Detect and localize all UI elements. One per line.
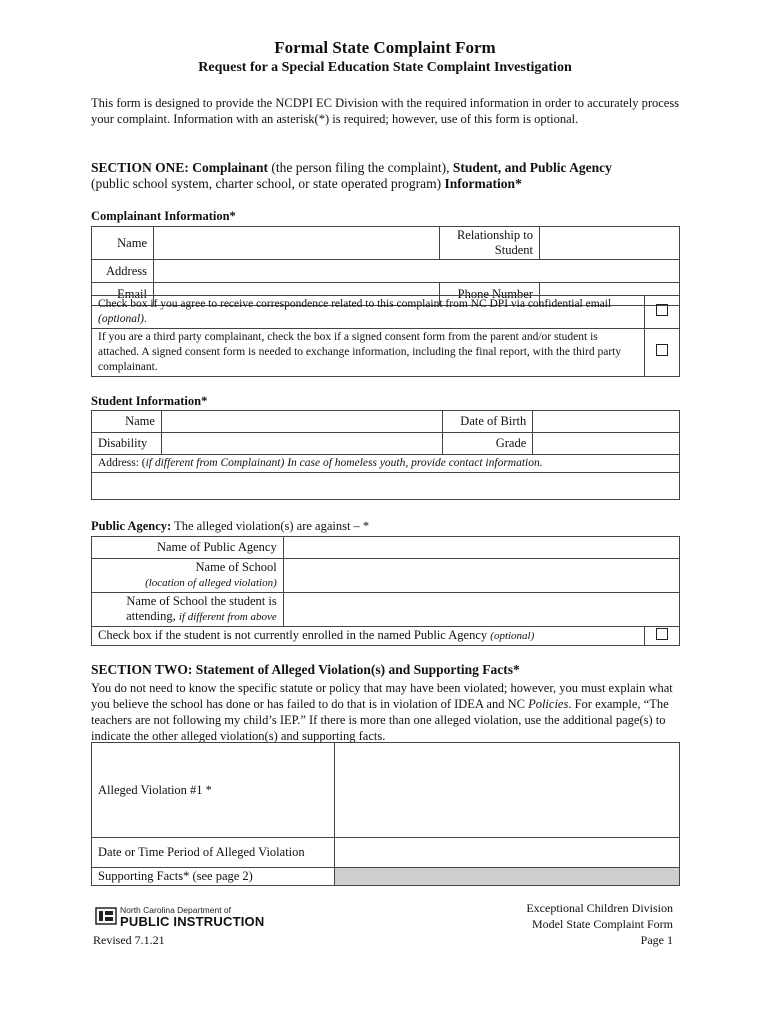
disability-field[interactable]	[161, 433, 442, 455]
grade-field[interactable]	[533, 433, 680, 455]
phone-label: Phone Number	[440, 283, 540, 306]
dob-field[interactable]	[533, 411, 680, 433]
agency-name-field[interactable]	[283, 537, 679, 559]
school-field[interactable]	[283, 559, 679, 593]
name-label: Name	[92, 227, 154, 260]
form-subtitle: Request for a Special Education State Complaint Investigation	[198, 60, 572, 75]
email-consent-checkbox[interactable]	[645, 296, 680, 329]
date-label: Date or Time Period of Alleged Violation	[92, 838, 335, 868]
section-two-heading: SECTION TWO: Statement of Alleged Violation(s) and Supporting Facts*	[91, 662, 520, 677]
complainant-name-field[interactable]	[154, 227, 440, 260]
disability-label: Disability	[92, 433, 162, 455]
school2-field[interactable]	[283, 593, 679, 627]
violation-field[interactable]	[334, 743, 679, 838]
agency-name-label: Name of Public Agency	[92, 537, 284, 559]
complainant-table	[91, 226, 680, 306]
student-address-field[interactable]	[92, 473, 680, 500]
email-label: Email	[92, 283, 154, 306]
revised-date: Revised 7.1.21	[93, 933, 165, 947]
enrollment-check-text: Check box if the student is not currently enrolled in the named Public Agency (optional)	[92, 627, 645, 646]
email-consent-text: Check box if you agree to receive correspondence related to this complaint from NC DPI via confidential email (optional).	[92, 296, 645, 329]
student-address-label: Address: (if different from Complainant) In case of homeless youth, provide contact information.	[92, 455, 680, 473]
section-one-heading: SECTION ONE: Complainant (the person filing the complaint), Student, and Public Agency (public school system, charter school, or state operated program) Information*	[91, 160, 612, 191]
student-name-field[interactable]	[161, 411, 442, 433]
grade-label: Grade	[443, 433, 533, 455]
enrollment-checkbox[interactable]	[645, 627, 680, 646]
violation-table	[91, 742, 680, 886]
footer-form-name: Model State Complaint Form	[532, 917, 673, 931]
school-label: Name of School (location of alleged violation)	[92, 559, 284, 593]
footer-page-number: Page 1	[640, 933, 673, 947]
dpi-logo-icon	[95, 906, 117, 926]
footer-division: Exceptional Children Division	[526, 901, 673, 915]
student-table	[91, 410, 680, 500]
student-label: Student Information*	[91, 394, 208, 408]
form-title: Formal State Complaint Form	[274, 38, 496, 57]
dob-label: Date of Birth	[443, 411, 533, 433]
intro-paragraph: This form is designed to provide the NCDPI EC Division with the required information in order to accurately process your complaint. Information with an asterisk(*) is required; however, use of this form is optional.	[91, 96, 680, 126]
date-field[interactable]	[334, 838, 679, 868]
relationship-field[interactable]	[540, 227, 680, 260]
complainant-checks-table	[91, 295, 680, 377]
student-name-label: Name	[92, 411, 162, 433]
address-label: Address	[92, 260, 154, 283]
relationship-label: Relationship to Student	[440, 227, 540, 260]
agency-label: Public Agency: The alleged violation(s) are against – *	[91, 519, 370, 533]
section-two-paragraph: You do not need to know the specific statute or policy that may have been violated; however, you must explain what you believe the school has done or has failed to do that is in violation of IDEA and NC Policies. For example, “The teachers are not following my child’s IEP.” If there is more than one alleged violation, use the additional page(s) to indicate the other alleged violation(s) and supporting facts.	[91, 681, 673, 743]
school2-label: Name of School the student is attending, if different from above	[92, 593, 284, 627]
logo-top-text: North Carolina Department of	[120, 905, 232, 915]
agency-table	[91, 536, 680, 646]
third-party-text: If you are a third party complainant, check the box if a signed consent form from the parent and/or student is attached. A signed consent form is needed to exchange information, including the final report, with the third party complainant.	[92, 329, 645, 377]
violation-label: Alleged Violation #1 *	[92, 743, 335, 838]
complainant-address-field[interactable]	[154, 260, 680, 283]
complainant-label: Complainant Information*	[91, 209, 236, 223]
facts-field	[334, 868, 679, 886]
facts-label: Supporting Facts* (see page 2)	[92, 868, 335, 886]
third-party-checkbox[interactable]	[645, 329, 680, 377]
logo-bottom-text: PUBLIC INSTRUCTION	[120, 914, 265, 929]
